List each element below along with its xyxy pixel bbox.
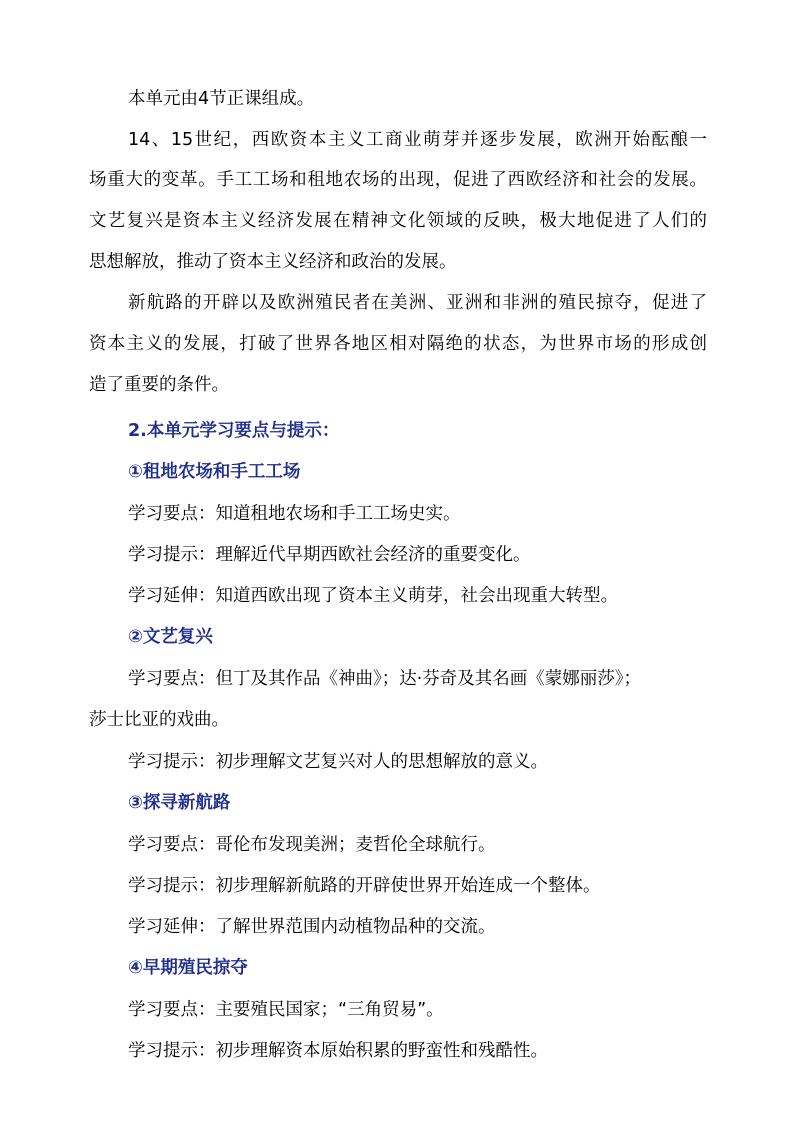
topic-1-line-3: 学习延伸：知道西欧出现了资本主义萌芽，社会出现重大转型。 [128, 586, 618, 606]
paragraph-1-line-4: 思想解放，推动了资本主义经济和政治的发展。 [89, 252, 457, 272]
topic-2-line-3: 学习提示：初步理解文艺复兴对人的思想解放的意义。 [128, 752, 548, 772]
paragraph-2-line-3: 造了重要的条件。 [89, 375, 229, 395]
section-title: 2.本单元学习要点与提示： [128, 421, 340, 441]
paragraph-1-line-1: 14、15世纪，西欧资本主义工商业萌芽并逐步发展，欧洲开始酝酿一 [128, 130, 707, 150]
topic-1-line-1: 学习要点：知道租地农场和手工工场史实。 [128, 504, 461, 524]
paragraph-1-line-2: 场重大的变革。手工工场和租地农场的出现，促进了西欧经济和社会的发展。 [89, 170, 707, 190]
topic-3-line-3: 学习延伸：了解世界范围内动植物品种的交流。 [128, 917, 496, 937]
topic-4-line-1: 学习要点：主要殖民国家；“三角贸易”。 [128, 1000, 444, 1020]
topic-1-line-2: 学习提示：理解近代早期西欧社会经济的重要变化。 [128, 545, 531, 565]
topic-4-title: ④早期殖民掠夺 [128, 958, 248, 978]
topic-3-line-2: 学习提示：初步理解新航路的开辟使世界开始连成一个整体。 [128, 876, 601, 896]
topic-3-line-1: 学习要点：哥伦布发现美洲；麦哲伦全球航行。 [128, 835, 496, 855]
topic-2-line-1: 学习要点：但丁及其作品《神曲》；达·芬奇及其名画《蒙娜丽莎》； [128, 669, 642, 689]
topic-3-title: ③探寻新航路 [128, 793, 231, 813]
paragraph-2-line-2: 资本主义的发展，打破了世界各地区相对隔绝的状态，为世界市场的形成创 [89, 334, 707, 354]
intro-line: 本单元由4节正课组成。 [128, 89, 315, 109]
paragraph-2-line-1: 新航路的开辟以及欧洲殖民者在美洲、亚洲和非洲的殖民掠夺，促进了 [128, 293, 707, 313]
paragraph-1-line-3: 文艺复兴是资本主义经济发展在精神文化领域的反映，极大地促进了人们的 [89, 211, 707, 231]
topic-2-title: ②文艺复兴 [128, 627, 213, 647]
topic-1-title: ①租地农场和手工工场 [128, 462, 301, 482]
topic-2-line-2: 莎士比亚的戏曲。 [89, 710, 229, 730]
topic-4-line-2: 学习提示：初步理解资本原始积累的野蛮性和残酷性。 [128, 1041, 548, 1061]
